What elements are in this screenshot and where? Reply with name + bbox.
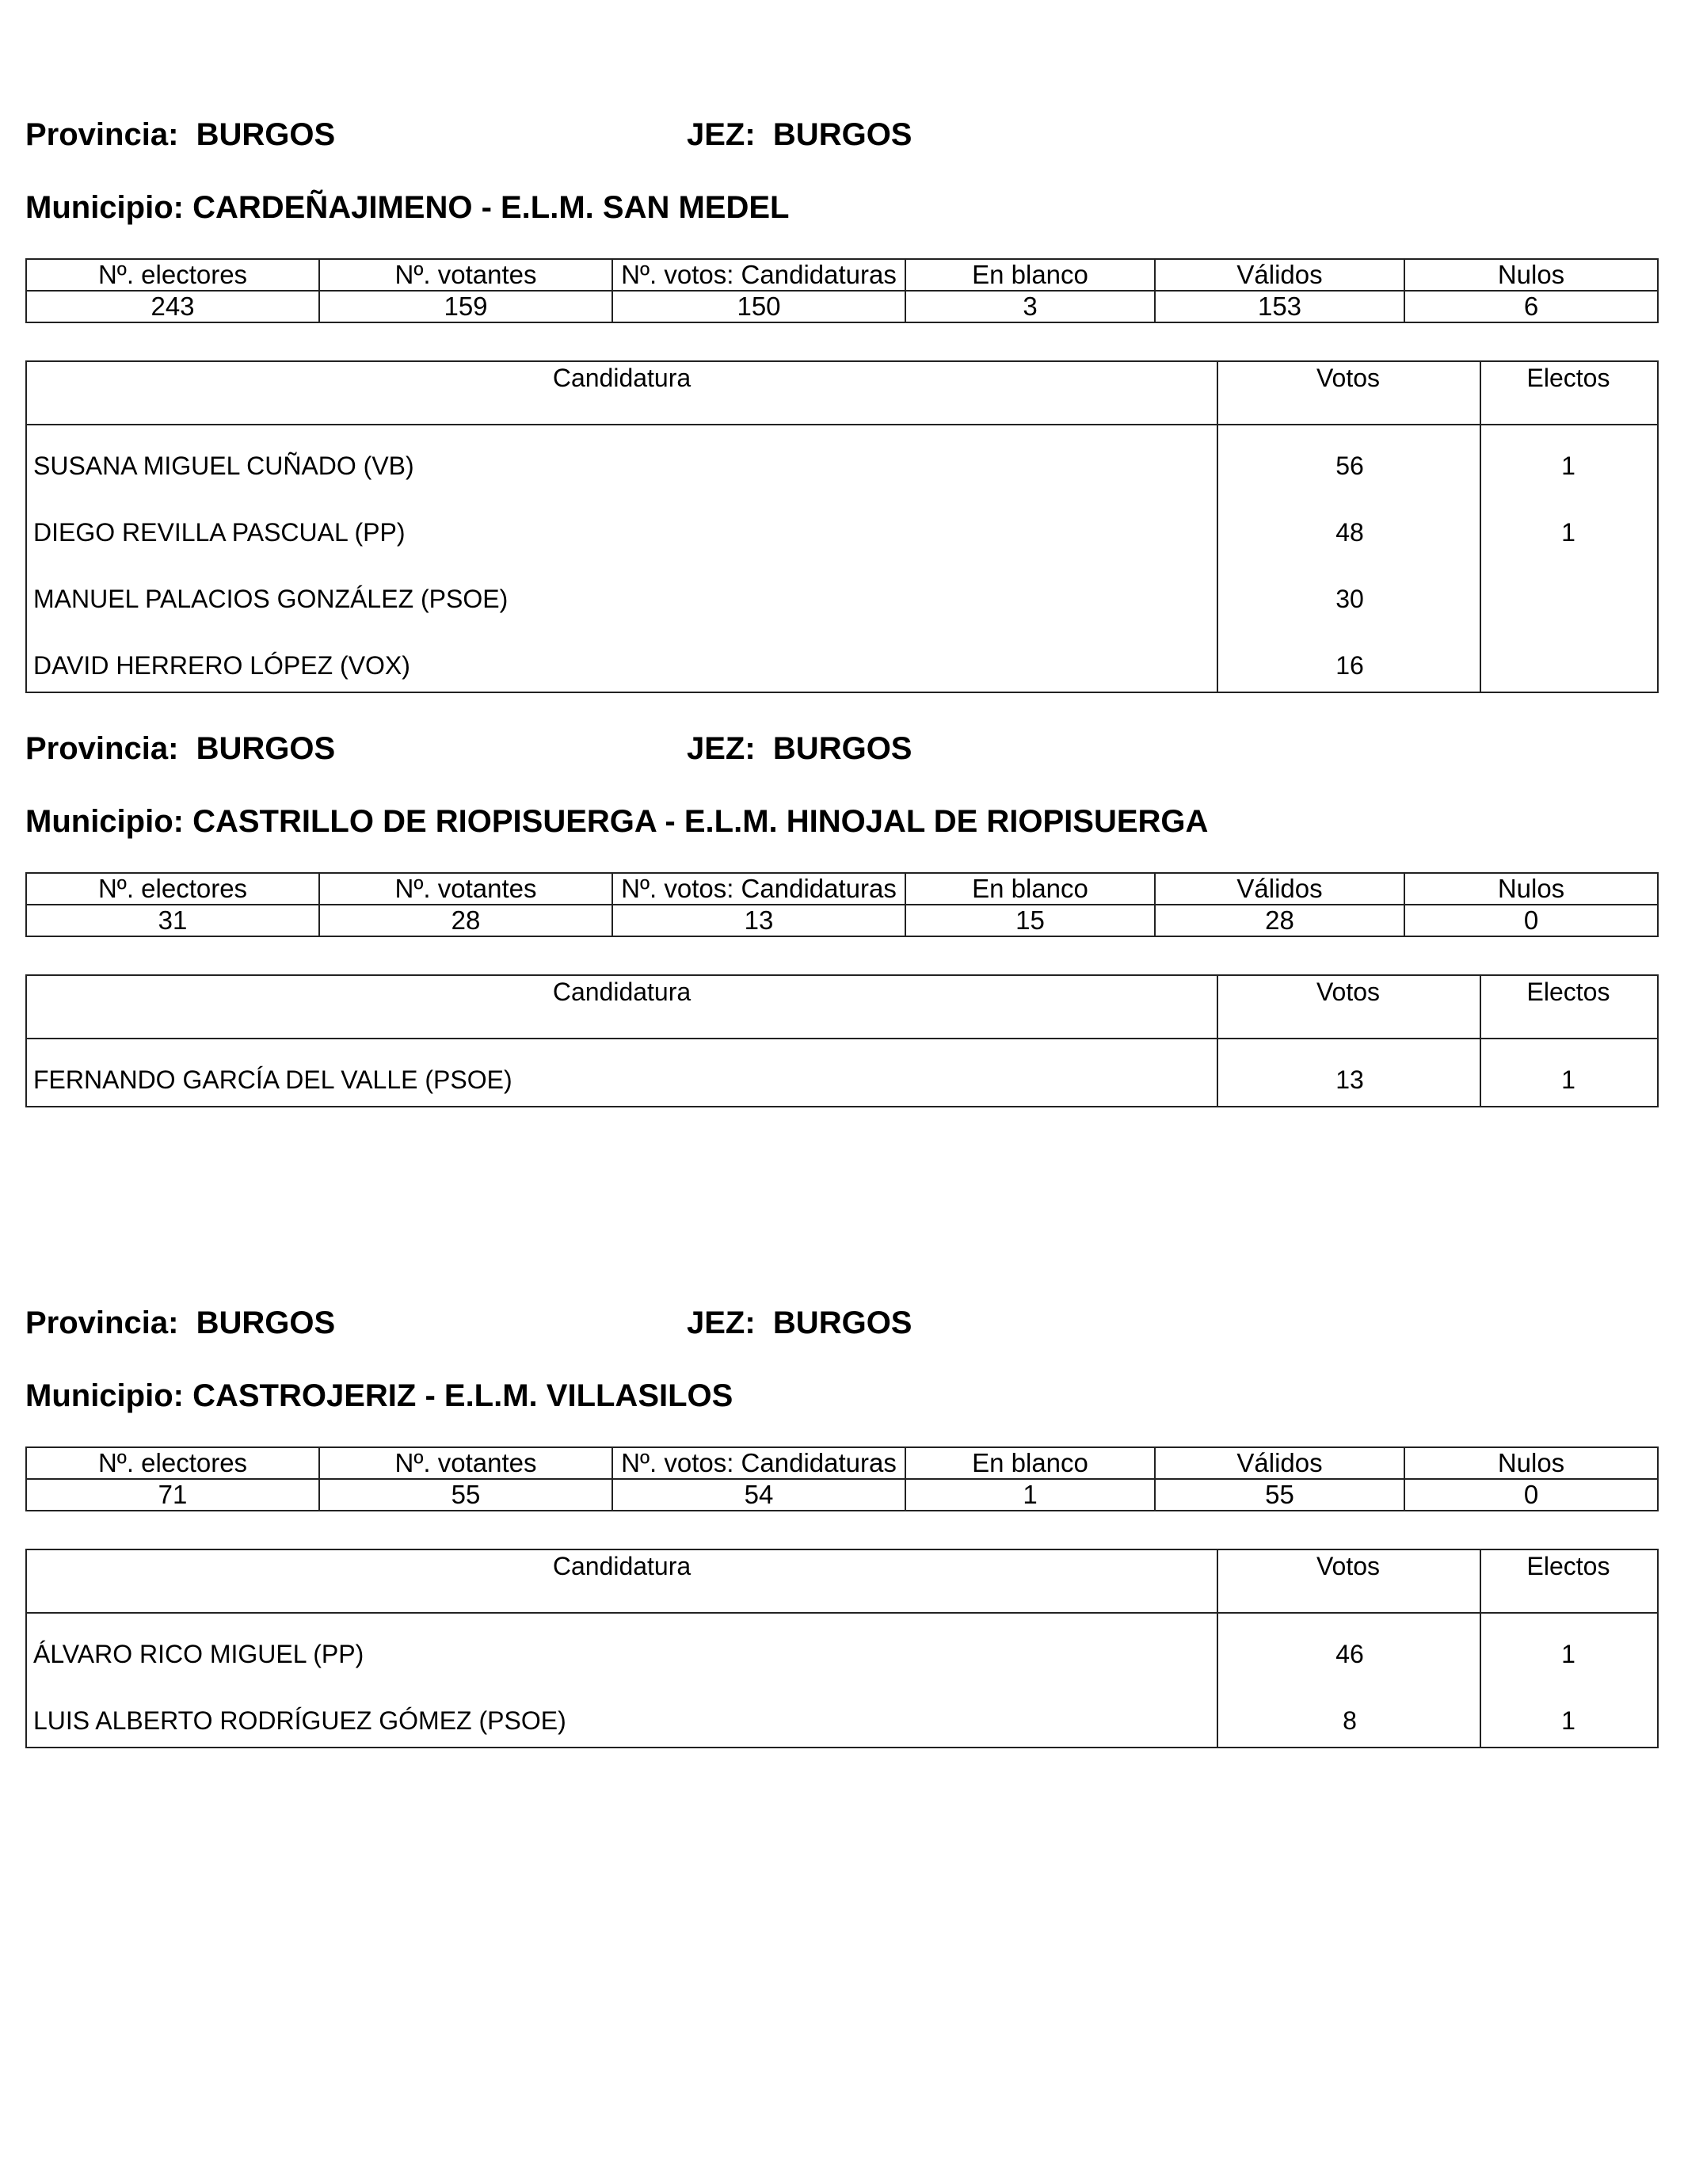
summary-header-cell: Nulos <box>1404 259 1658 291</box>
summary-value-row <box>26 291 1658 322</box>
candidatura-header: Candidatura <box>552 1552 692 1580</box>
candidate-name: FERNANDO GARCÍA DEL VALLE (PSOE) <box>33 1065 512 1094</box>
summary-value-cell: 6 <box>1404 291 1658 322</box>
municipio-label: Municipio: <box>25 190 184 225</box>
summary-header-cell: Nº. votantes <box>319 873 612 905</box>
candidate-name: LUIS ALBERTO RODRÍGUEZ GÓMEZ (PSOE) <box>33 1706 566 1735</box>
candidates-table <box>25 1549 1659 1748</box>
jez-label: JEZ: <box>687 117 756 152</box>
summary-value-cell: 28 <box>1155 905 1404 936</box>
electos-header: Electos <box>1526 1552 1610 1580</box>
summary-value-cell: 28 <box>319 905 612 936</box>
provincia-heading <box>25 733 335 764</box>
candidate-row <box>27 492 1657 558</box>
summary-header-cell: En blanco <box>905 259 1155 291</box>
jez-heading <box>687 733 912 764</box>
summary-value-cell: 1 <box>905 1479 1155 1511</box>
vote-summary-table <box>25 258 1659 323</box>
provincia-label: Provincia: <box>25 1305 179 1340</box>
jez-heading <box>687 1307 912 1339</box>
candidates-table <box>25 974 1659 1107</box>
municipio-value: CASTRILLO DE RIOPISUERGA - E.L.M. HINOJAL DE RIOPISUERGA <box>192 804 1209 839</box>
summary-value-cell: 153 <box>1155 291 1404 322</box>
summary-value-row <box>26 1479 1658 1511</box>
candidatura-header: Candidatura <box>552 978 692 1006</box>
summary-value-cell: 13 <box>612 905 905 936</box>
candidate-votes: 46 <box>1335 1640 1364 1668</box>
candidate-name: DIEGO REVILLA PASCUAL (PP) <box>33 518 406 547</box>
summary-header-cell: Nulos <box>1404 1447 1658 1479</box>
summary-header-cell: Nº. votos: Candidaturas <box>612 1447 905 1479</box>
candidate-votes: 16 <box>1335 651 1364 680</box>
summary-value-cell: 159 <box>319 291 612 322</box>
vote-summary-table <box>25 1446 1659 1511</box>
votos-header: Votos <box>1316 1552 1381 1580</box>
candidatura-header: Candidatura <box>552 364 692 392</box>
candidate-votes: 56 <box>1335 452 1364 480</box>
summary-header-cell: Nº. electores <box>26 259 319 291</box>
candidate-votes: 8 <box>1343 1706 1357 1735</box>
summary-header-cell: Válidos <box>1155 873 1404 905</box>
electos-header: Electos <box>1526 978 1610 1006</box>
summary-value-cell: 54 <box>612 1479 905 1511</box>
provincia-heading <box>25 119 335 151</box>
jez-value: BURGOS <box>772 117 912 152</box>
summary-header-cell: Nº. votantes <box>319 259 612 291</box>
candidate-elected: 1 <box>1561 1640 1575 1668</box>
candidates-table <box>25 360 1659 693</box>
summary-value-row <box>26 905 1658 936</box>
summary-value-cell: 150 <box>612 291 905 322</box>
candidates-header-row <box>27 976 1657 1039</box>
summary-header-row <box>26 259 1658 291</box>
summary-header-cell: En blanco <box>905 873 1155 905</box>
summary-value-cell: 55 <box>1155 1479 1404 1511</box>
votos-header: Votos <box>1316 364 1381 392</box>
provincia-label: Provincia: <box>25 117 179 152</box>
summary-header-cell: Nº. electores <box>26 1447 319 1479</box>
candidates-header-row <box>27 1550 1657 1614</box>
provincia-value: BURGOS <box>196 117 336 152</box>
summary-header-row <box>26 1447 1658 1479</box>
summary-value-cell: 71 <box>26 1479 319 1511</box>
candidate-row <box>27 1614 1657 1680</box>
municipio-value: CARDEÑAJIMENO - E.L.M. SAN MEDEL <box>192 190 790 225</box>
municipio-heading <box>25 192 789 223</box>
vote-summary-table <box>25 872 1659 937</box>
summary-header-cell: Nº. electores <box>26 873 319 905</box>
summary-header-row <box>26 873 1658 905</box>
jez-value: BURGOS <box>772 731 912 766</box>
provincia-value: BURGOS <box>196 731 336 766</box>
summary-value-cell: 3 <box>905 291 1155 322</box>
candidate-elected: 1 <box>1561 452 1575 480</box>
candidate-votes: 13 <box>1335 1065 1364 1094</box>
candidate-elected: 1 <box>1561 518 1575 547</box>
municipio-label: Municipio: <box>25 1378 184 1413</box>
candidate-row <box>27 1039 1657 1106</box>
candidate-row <box>27 425 1657 492</box>
summary-header-cell: Válidos <box>1155 259 1404 291</box>
summary-value-cell: 0 <box>1404 1479 1658 1511</box>
summary-value-cell: 31 <box>26 905 319 936</box>
candidate-elected: 1 <box>1561 1065 1575 1094</box>
jez-value: BURGOS <box>772 1305 912 1340</box>
municipio-heading <box>25 1380 733 1412</box>
municipio-value: CASTROJERIZ - E.L.M. VILLASILOS <box>192 1378 733 1413</box>
summary-header-cell: Válidos <box>1155 1447 1404 1479</box>
municipio-heading <box>25 806 1208 837</box>
summary-value-cell: 243 <box>26 291 319 322</box>
summary-value-cell: 0 <box>1404 905 1658 936</box>
candidate-name: MANUEL PALACIOS GONZÁLEZ (PSOE) <box>33 585 509 613</box>
municipio-label: Municipio: <box>25 804 184 839</box>
candidate-row <box>27 1680 1657 1747</box>
provincia-heading <box>25 1307 335 1339</box>
candidate-elected: 1 <box>1561 1706 1575 1735</box>
candidate-name: SUSANA MIGUEL CUÑADO (VB) <box>33 452 414 480</box>
candidate-votes: 48 <box>1335 518 1364 547</box>
jez-heading <box>687 119 912 151</box>
candidate-name: DAVID HERRERO LÓPEZ (VOX) <box>33 651 410 680</box>
summary-header-cell: Nulos <box>1404 873 1658 905</box>
summary-value-cell: 15 <box>905 905 1155 936</box>
candidate-row <box>27 558 1657 625</box>
votos-header: Votos <box>1316 978 1381 1006</box>
candidate-row <box>27 625 1657 692</box>
candidate-votes: 30 <box>1335 585 1364 613</box>
candidates-header-row <box>27 362 1657 425</box>
jez-label: JEZ: <box>687 731 756 766</box>
summary-value-cell: 55 <box>319 1479 612 1511</box>
provincia-value: BURGOS <box>196 1305 336 1340</box>
provincia-label: Provincia: <box>25 731 179 766</box>
candidate-name: ÁLVARO RICO MIGUEL (PP) <box>33 1640 364 1668</box>
summary-header-cell: Nº. votantes <box>319 1447 612 1479</box>
jez-label: JEZ: <box>687 1305 756 1340</box>
summary-header-cell: Nº. votos: Candidaturas <box>612 259 905 291</box>
electos-header: Electos <box>1526 364 1610 392</box>
summary-header-cell: Nº. votos: Candidaturas <box>612 873 905 905</box>
summary-header-cell: En blanco <box>905 1447 1155 1479</box>
